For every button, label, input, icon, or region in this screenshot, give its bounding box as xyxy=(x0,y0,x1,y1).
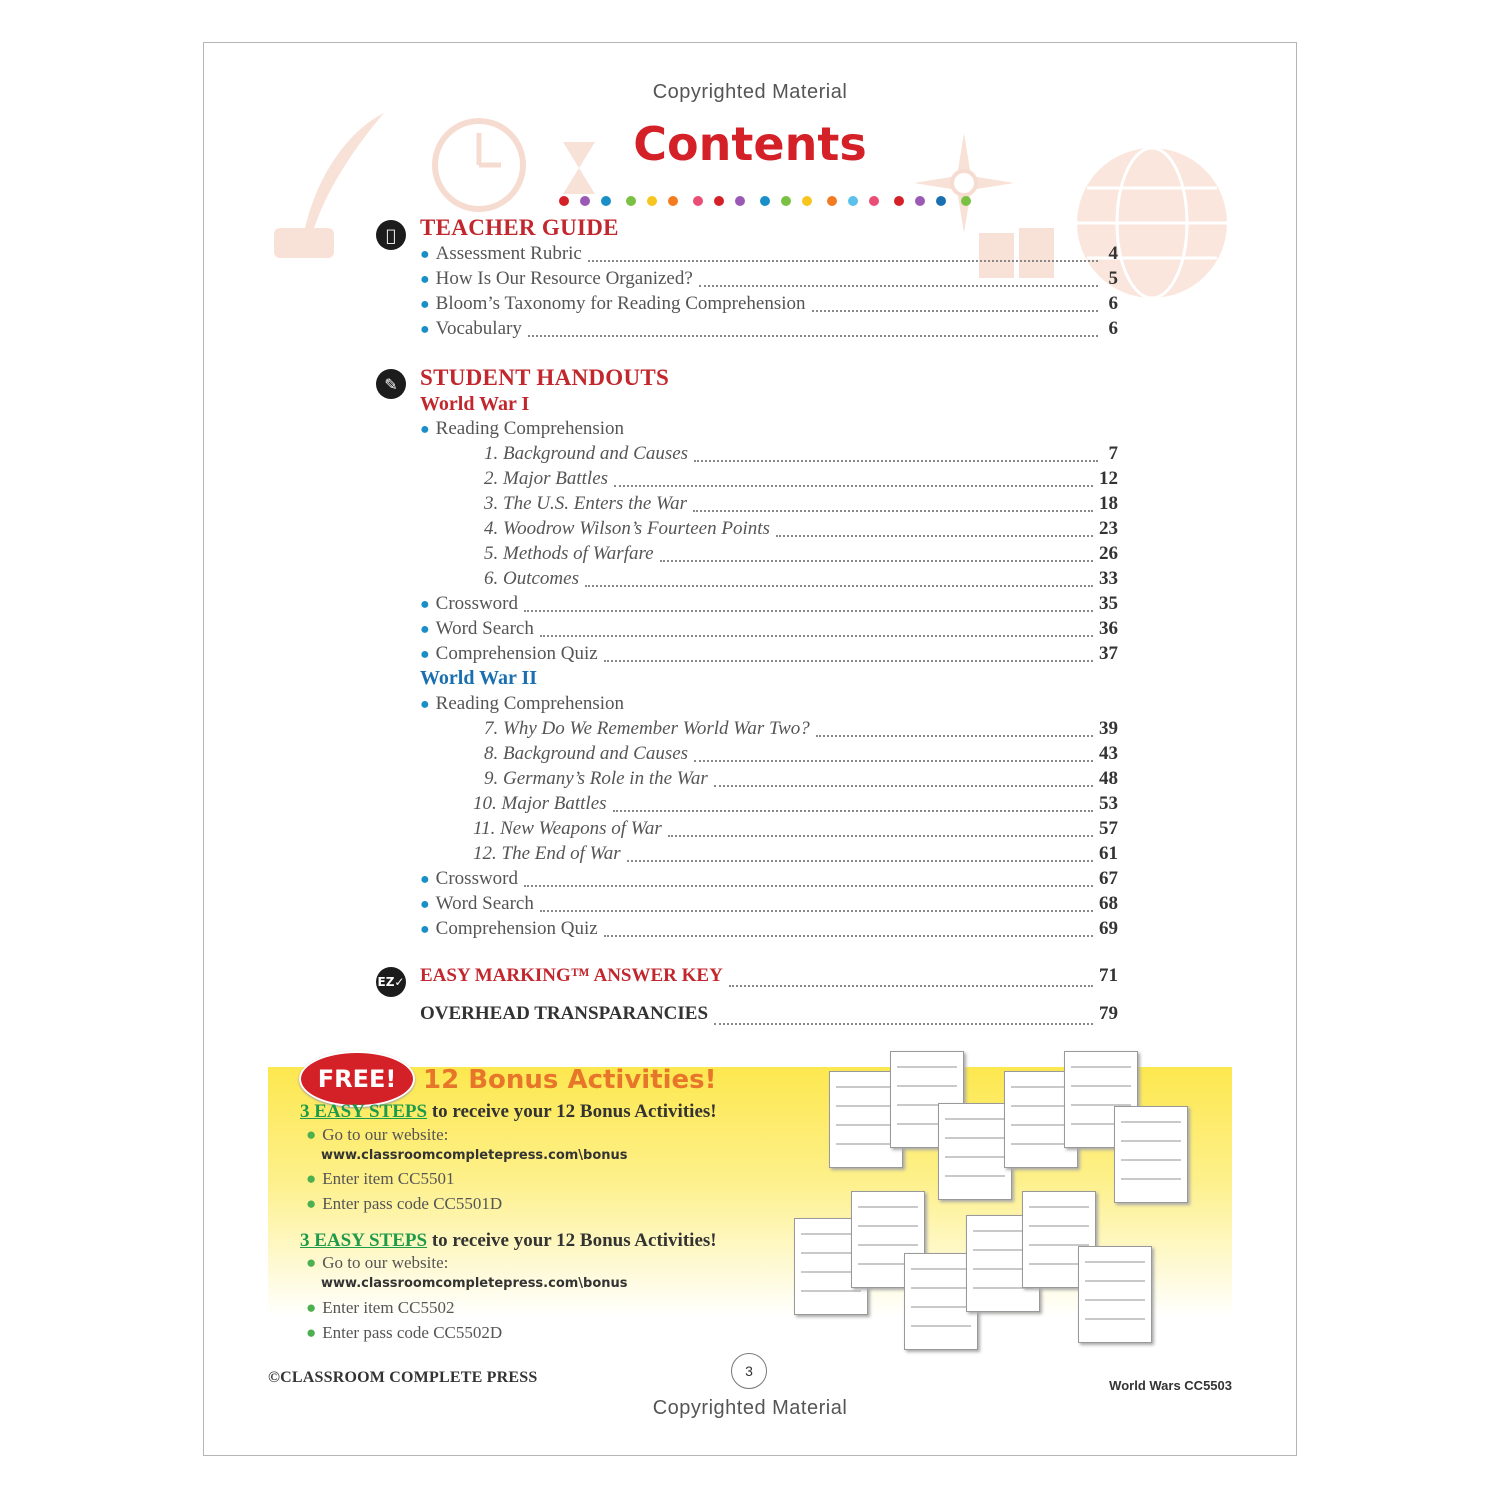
answer-key-page: 71 xyxy=(1099,965,1118,986)
toc-label: 5. Methods of Warfare xyxy=(484,543,654,564)
page-number: 3 xyxy=(731,1353,767,1389)
easy-steps-heading: 3 EASY STEPS to receive your 12 Bonus Activities! xyxy=(300,1101,717,1122)
toc-label: 10. Major Battles xyxy=(473,793,607,814)
reading-comprehension-label: ● Reading Comprehension xyxy=(420,418,625,439)
toc-row[interactable]: ● Assessment Rubric 4 xyxy=(420,243,1118,264)
toc-page: 18 xyxy=(1099,493,1118,514)
toc-row[interactable] xyxy=(473,843,1118,868)
toc-row[interactable] xyxy=(484,518,1118,543)
series-code: World Wars CC5503 xyxy=(1109,1378,1232,1393)
toc-row[interactable] xyxy=(484,443,1118,468)
toc-page: 67 xyxy=(1099,868,1118,889)
toc-row[interactable]: ● How Is Our Resource Organized? 5 xyxy=(420,268,1118,289)
toc-label: 1. Background and Causes xyxy=(484,443,689,464)
toc-page: 7 xyxy=(1108,443,1118,464)
toc-label: Word Search xyxy=(435,893,534,914)
bonus-title: 12 Bonus Activities! xyxy=(423,1065,717,1095)
toc-page: 37 xyxy=(1099,643,1118,664)
toc-page: 53 xyxy=(1099,793,1118,814)
toc-label: Crossword xyxy=(435,868,519,889)
answer-key-label: EASY MARKING™ ANSWER KEY xyxy=(420,965,723,986)
toc-row[interactable]: ● Vocabulary 6 xyxy=(420,318,1118,339)
apple-icon xyxy=(376,220,406,250)
color-dots-divider xyxy=(559,193,982,207)
toc-page: 6 xyxy=(1108,318,1118,339)
pencil-icon: ✎ xyxy=(376,369,406,399)
publisher-logo: ©CLASSROOM COMPLETE PRESS xyxy=(268,1369,538,1386)
step-item: ● Enter pass code CC5501D xyxy=(306,1194,503,1213)
ww1-heading: World War I xyxy=(420,393,530,415)
toc-row[interactable] xyxy=(484,718,1118,743)
answer-key-row[interactable] xyxy=(420,965,1118,993)
toc-page: 6 xyxy=(1108,293,1118,314)
copyright-footer: Copyrighted Material xyxy=(652,1397,848,1419)
toc-page: 61 xyxy=(1099,843,1118,864)
toc-row[interactable]: ● Word Search 36 xyxy=(420,618,1118,639)
transparencies-page: 79 xyxy=(1099,1003,1118,1024)
toc-page: 5 xyxy=(1108,268,1118,289)
easy-steps-heading: 3 EASY STEPS to receive your 12 Bonus Activities! xyxy=(300,1230,717,1251)
toc-label: 3. The U.S. Enters the War xyxy=(484,493,688,514)
toc-label: 4. Woodrow Wilson’s Fourteen Points xyxy=(484,518,770,539)
ww2-heading: World War II xyxy=(420,667,538,689)
student-handouts-heading: STUDENT HANDOUTS xyxy=(420,365,670,390)
toc-label: Assessment Rubric xyxy=(435,243,582,264)
toc-page: 57 xyxy=(1099,818,1118,839)
toc-page: 23 xyxy=(1099,518,1118,539)
bonus-url-link[interactable]: www.classroomcompletepress.com\bonus xyxy=(321,1276,628,1291)
toc-row[interactable] xyxy=(484,568,1118,593)
toc-page: 33 xyxy=(1099,568,1118,589)
toc-page: 4 xyxy=(1108,243,1118,264)
toc-page: 35 xyxy=(1099,593,1118,614)
toc-page: 48 xyxy=(1099,768,1118,789)
toc-label: 2. Major Battles xyxy=(484,468,609,489)
step-item: ● Go to our website: xyxy=(306,1125,449,1144)
easy-steps-link[interactable]: 3 EASY STEPS xyxy=(300,1101,428,1122)
toc-row[interactable]: ● Comprehension Quiz 37 xyxy=(420,643,1118,664)
toc-row[interactable]: ● Comprehension Quiz 69 xyxy=(420,918,1118,939)
step-item: ● Enter item CC5501 xyxy=(306,1169,455,1188)
toc-label: Bloom’s Taxonomy for Reading Comprehension xyxy=(435,293,806,314)
transparencies-label: OVERHEAD TRANSPARANCIES xyxy=(420,1003,709,1024)
toc-row[interactable]: ● Bloom’s Taxonomy for Reading Comprehension 6 xyxy=(420,293,1118,314)
toc-label: How Is Our Resource Organized? xyxy=(435,268,693,289)
toc-label: 8. Background and Causes xyxy=(484,743,689,764)
step-item: ● Enter pass code CC5502D xyxy=(306,1323,503,1342)
toc-page: 39 xyxy=(1099,718,1118,739)
toc-row[interactable]: ● Word Search 68 xyxy=(420,893,1118,914)
toc-row[interactable] xyxy=(484,493,1118,518)
worksheet-thumbnail xyxy=(1114,1106,1188,1203)
toc-page: 26 xyxy=(1099,543,1118,564)
bonus-url-link[interactable]: www.classroomcompletepress.com\bonus xyxy=(321,1148,628,1163)
toc-page: 43 xyxy=(1099,743,1118,764)
document-page xyxy=(203,42,1297,1456)
toc-row[interactable]: ● Crossword 35 xyxy=(420,593,1118,614)
toc-label: Comprehension Quiz xyxy=(435,643,598,664)
toc-row[interactable]: ● Crossword 67 xyxy=(420,868,1118,889)
toc-page: 36 xyxy=(1099,618,1118,639)
toc-label: Word Search xyxy=(435,618,534,639)
worksheet-thumbnail xyxy=(1078,1246,1152,1343)
toc-row[interactable] xyxy=(473,793,1118,818)
easy-steps-link[interactable]: 3 EASY STEPS xyxy=(300,1230,428,1251)
toc-label: 6. Outcomes xyxy=(484,568,579,589)
toc-row[interactable] xyxy=(484,468,1118,493)
ez-check-icon: EZ✓ xyxy=(376,967,406,997)
toc-row[interactable] xyxy=(484,743,1118,768)
toc-label: Comprehension Quiz xyxy=(435,918,598,939)
step-item: ● Enter item CC5502 xyxy=(306,1298,455,1317)
teacher-guide-heading: TEACHER GUIDE xyxy=(420,215,619,240)
worksheet-thumbnail xyxy=(938,1103,1012,1200)
toc-label: 9. Germany’s Role in the War xyxy=(484,768,708,789)
toc-row[interactable] xyxy=(473,818,1118,843)
toc-label: 7. Why Do We Remember World War Two? xyxy=(484,718,810,739)
toc-page: 12 xyxy=(1099,468,1118,489)
toc-label: 11. New Weapons of War xyxy=(473,818,662,839)
toc-row[interactable] xyxy=(484,768,1118,793)
toc-label: Vocabulary xyxy=(435,318,522,339)
transparencies-row[interactable] xyxy=(420,1003,1118,1031)
copyright-header: Copyrighted Material xyxy=(652,81,848,103)
toc-page: 68 xyxy=(1099,893,1118,914)
free-badge: FREE! xyxy=(299,1051,415,1107)
toc-row[interactable] xyxy=(484,543,1118,568)
toc-page: 69 xyxy=(1099,918,1118,939)
toc-label: 12. The End of War xyxy=(473,843,621,864)
toc-label: Crossword xyxy=(435,593,519,614)
step-item: ● Go to our website: xyxy=(306,1253,449,1272)
reading-comprehension-label: ● Reading Comprehension xyxy=(420,693,625,714)
page-title: Contents xyxy=(633,117,867,171)
